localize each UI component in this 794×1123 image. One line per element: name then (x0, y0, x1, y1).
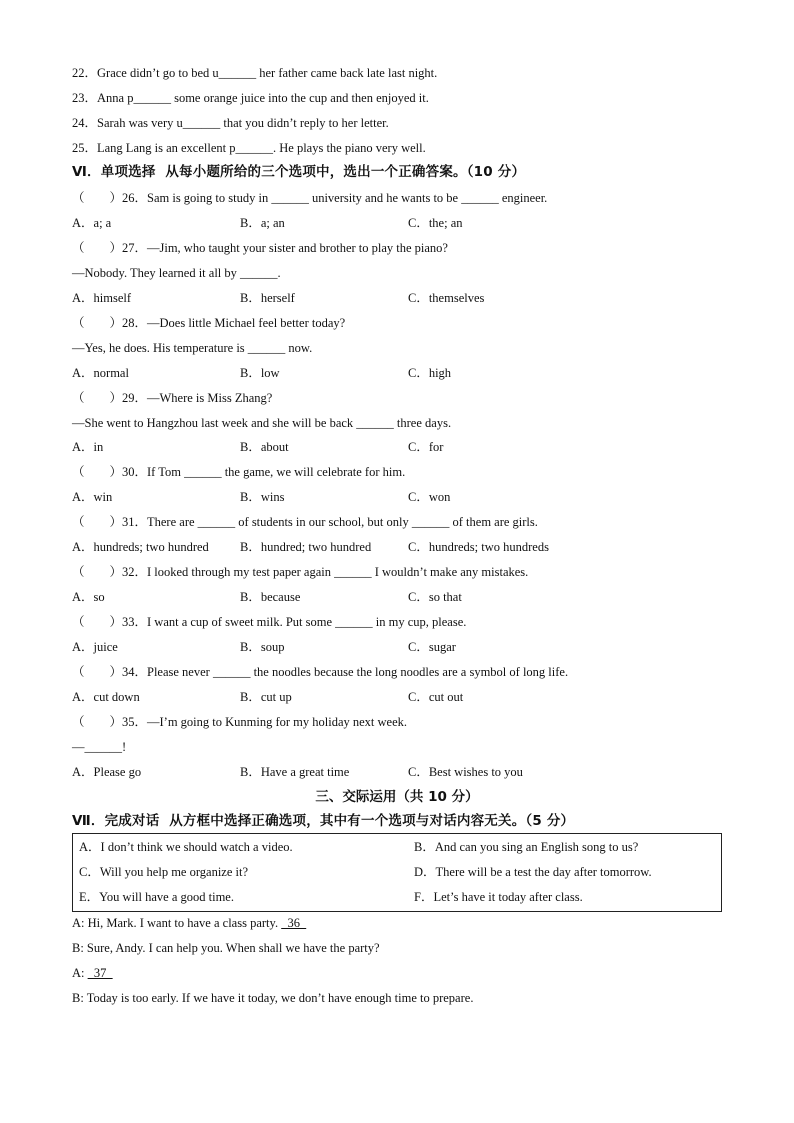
question-28-option-b: B．low (240, 366, 280, 380)
question-29-option-c: C．for (408, 440, 444, 454)
question-34-stem: （ ）34．Please never ______ the noodles because the long noodles are a symbol of long life. (72, 665, 569, 679)
question-33-option-a: A．juice (72, 640, 118, 654)
fill-item-25: 25．Lang Lang is an excellent p______. He plays the piano very well. (72, 141, 426, 155)
question-30-option-a: A．win (72, 490, 113, 504)
question-35-option-c: C．Best wishes to you (408, 765, 523, 779)
question-31-option-b: B．hundred; two hundred (240, 540, 372, 554)
dialogue-line-3-text: A: (72, 966, 88, 980)
question-26-option-c: C．the; an (408, 216, 463, 230)
box-option-b: B．And can you sing an English song to us? (414, 840, 639, 854)
question-34-option-a: A．cut down (72, 690, 140, 704)
dialogue-line-3 (72, 965, 113, 981)
question-31-stem: （ ）31．There are ______ of students in our school, but only ______ of them are girls. (72, 515, 538, 529)
section-7-title: Ⅶ．完成对话 从方框中选择正确选项，其中有一个选项与对话内容无关。（5 分） (72, 813, 575, 829)
question-27-option-a: A．himself (72, 291, 132, 305)
question-35-option-b: B．Have a great time (240, 765, 350, 779)
question-27-option-b: B．herself (240, 291, 295, 305)
question-32-option-c: C．so that (408, 590, 462, 604)
question-26-stem: （ ）26．Sam is going to study in ______ university and he wants to be ______ engineer. (72, 191, 548, 205)
question-29-response: —She went to Hangzhou last week and she will be back ______ three days. (72, 416, 452, 430)
dialogue-line-1 (72, 915, 306, 931)
question-34-option-c: C．cut out (408, 690, 464, 704)
question-35-option-a: A．Please go (72, 765, 142, 779)
question-35-response: —______! (72, 740, 127, 754)
section-6-title: Ⅵ．单项选择 从每小题所给的三个选项中，选出一个正确答案。（10 分） (72, 164, 526, 180)
fill-item-24: 24．Sarah was very u______ that you didn’t reply to her letter. (72, 116, 389, 130)
question-34-option-b: B．cut up (240, 690, 292, 704)
dialogue-line-4: B: Today is too early. If we have it today, we don’t have enough time to prepare. (72, 991, 474, 1005)
dialogue-line-1-text: A: Hi, Mark. I want to have a class party. (72, 916, 282, 930)
box-option-a: A．I don’t think we should watch a video. (79, 840, 293, 854)
question-27-stem: （ ）27．—Jim, who taught your sister and brother to play the piano? (72, 241, 448, 255)
blank-36: 36 (281, 916, 307, 930)
question-29-stem: （ ）29．—Where is Miss Zhang? (72, 391, 273, 405)
box-option-d: D．There will be a test the day after tomorrow. (414, 865, 652, 879)
question-28-option-a: A．normal (72, 366, 129, 380)
question-31-option-a: A．hundreds; two hundred (72, 540, 209, 554)
box-option-f: F．Let’s have it today after class. (414, 890, 583, 904)
question-27-option-c: C．themselves (408, 291, 485, 305)
question-33-option-b: B．soup (240, 640, 285, 654)
question-35-stem: （ ）35．—I’m going to Kunming for my holiday next week. (72, 715, 408, 729)
question-33-stem: （ ）33．I want a cup of sweet milk. Put some ______ in my cup, please. (72, 615, 467, 629)
question-31-option-c: C．hundreds; two hundreds (408, 540, 549, 554)
question-26-option-a: A．a; a (72, 216, 112, 230)
question-30-stem: （ ）30．If Tom ______ the game, we will celebrate for him. (72, 465, 406, 479)
question-33-option-c: C．sugar (408, 640, 456, 654)
question-32-stem: （ ）32．I looked through my test paper again ______ I wouldn’t make any mistakes. (72, 565, 529, 579)
part-3-title: 三、交际运用（共 10 分） (315, 789, 479, 805)
fill-item-22: 22．Grace didn’t go to bed u______ her father came back late last night. (72, 66, 438, 80)
box-option-c: C．Will you help me organize it? (79, 865, 249, 879)
dialogue-line-2: B: Sure, Andy. I can help you. When shall we have the party? (72, 941, 380, 955)
question-30-option-b: B．wins (240, 490, 285, 504)
question-28-stem: （ ）28．—Does little Michael feel better today? (72, 316, 346, 330)
blank-37: 37 (87, 966, 113, 980)
question-27-response: —Nobody. They learned it all by ______. (72, 266, 281, 280)
fill-item-23: 23．Anna p______ some orange juice into the cup and then enjoyed it. (72, 91, 429, 105)
question-32-option-b: B．because (240, 590, 301, 604)
question-29-option-b: B．about (240, 440, 289, 454)
question-26-option-b: B．a; an (240, 216, 285, 230)
question-28-option-c: C．high (408, 366, 452, 380)
question-29-option-a: A．in (72, 440, 104, 454)
question-30-option-c: C．won (408, 490, 451, 504)
question-32-option-a: A．so (72, 590, 105, 604)
box-option-e: E．You will have a good time. (79, 890, 234, 904)
question-28-response: —Yes, he does. His temperature is ______ now. (72, 341, 313, 355)
